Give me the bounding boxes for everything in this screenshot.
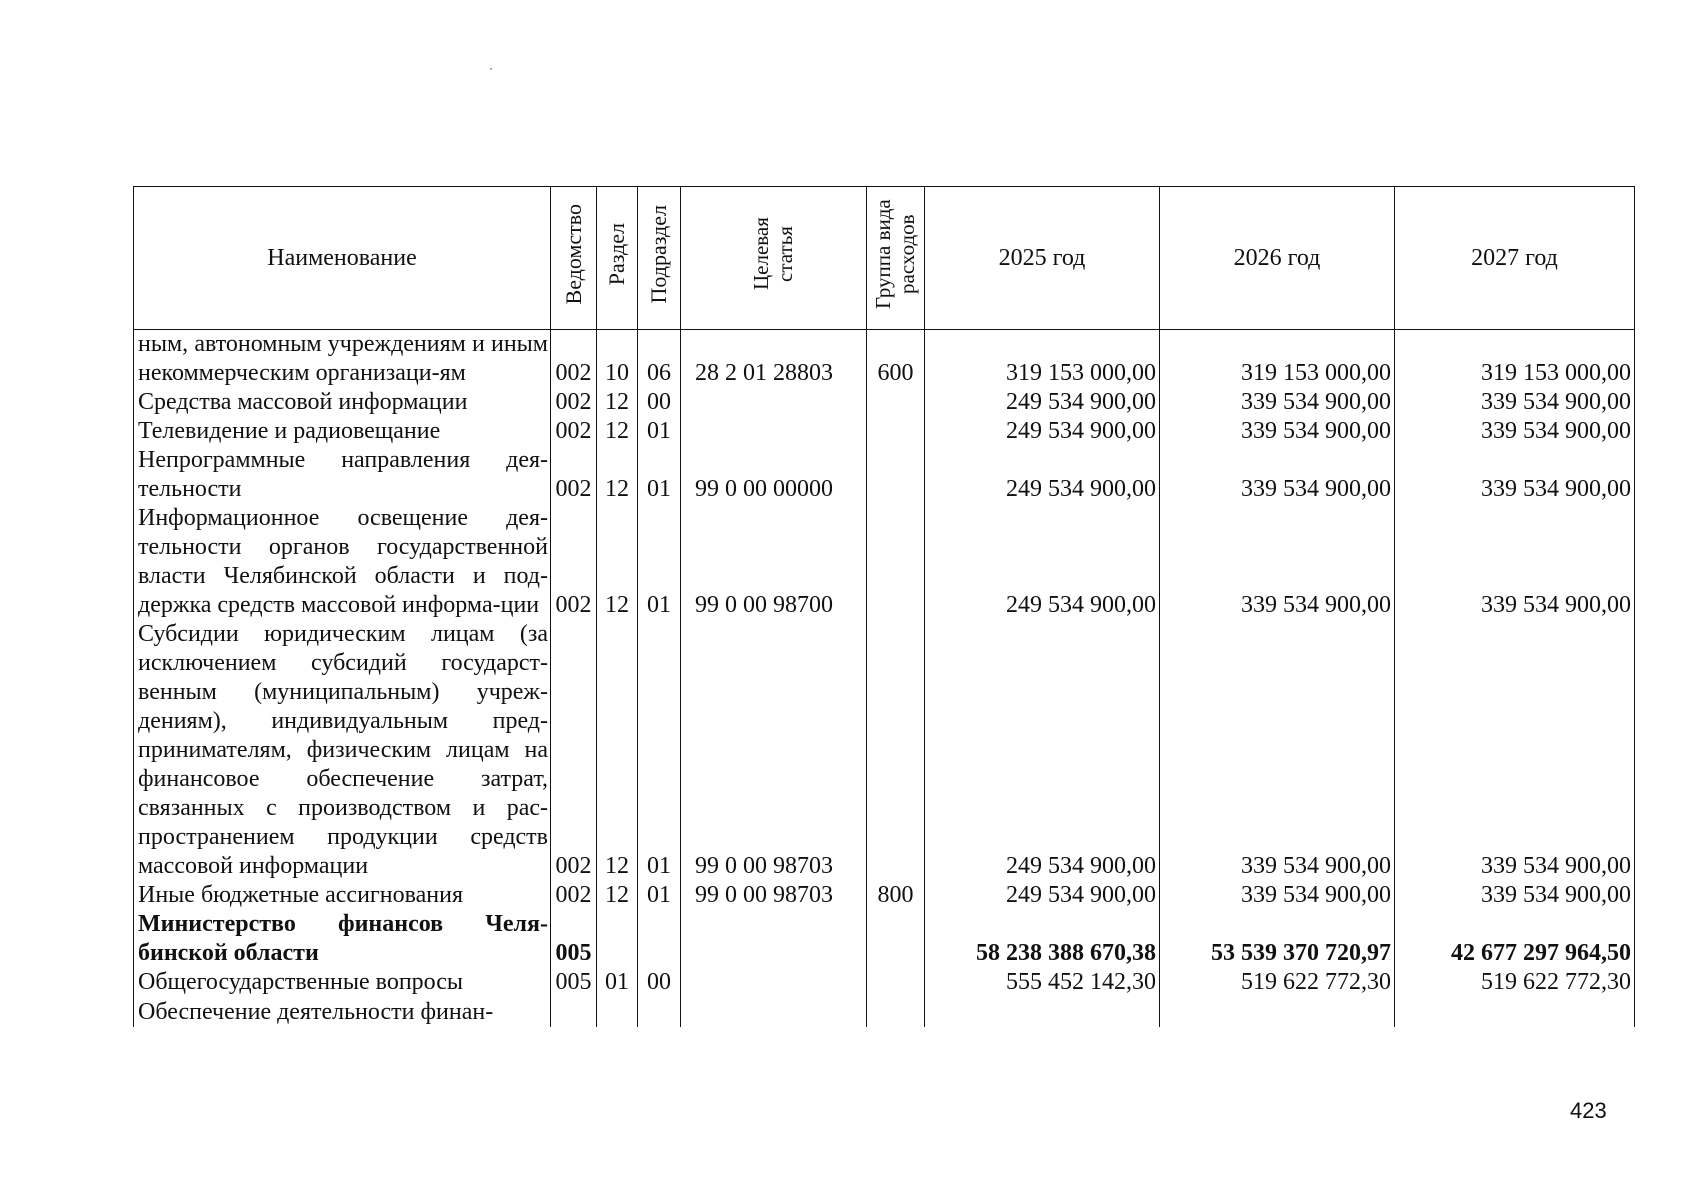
row-subsection: 06 <box>638 330 681 389</box>
page-number: 423 <box>1570 1098 1607 1123</box>
row-section: 10 <box>597 330 638 389</box>
row-subsection: 00 <box>638 968 681 997</box>
row-name: ным, автономным учреждениям и иным некоммерческим организаци-ям <box>134 330 551 389</box>
row-department: 002 <box>551 446 597 504</box>
row-name: Информационное освещение дея-тельности органов государственной власти Челябинской области и под-держка средств массовой информа-ции <box>134 504 551 620</box>
table-body <box>134 330 1635 1028</box>
row-subsection: 01 <box>638 620 681 881</box>
row-name: Непрограммные направления дея-тельности <box>134 446 551 504</box>
row-section: 12 <box>597 504 638 620</box>
row-amount-2025: 249 534 900,00 <box>925 504 1160 620</box>
row-amount-2026: 519 622 772,30 <box>1160 968 1395 997</box>
row-section: 12 <box>597 388 638 417</box>
row-section <box>597 997 638 1027</box>
header-year-2025: 2025 год <box>925 187 1160 330</box>
row-target-item <box>681 417 867 446</box>
row-amount-2026: 339 534 900,00 <box>1160 446 1395 504</box>
row-expense-group <box>867 997 925 1027</box>
row-target-item: 99 0 00 98703 <box>681 881 867 910</box>
table-row <box>134 881 1635 910</box>
row-section: 12 <box>597 417 638 446</box>
header-expense-group <box>867 187 925 330</box>
row-expense-group <box>867 417 925 446</box>
row-amount-2026: 339 534 900,00 <box>1160 504 1395 620</box>
row-name: Министерство финансов Челя-бинской области <box>134 910 551 968</box>
row-amount-2025: 555 452 142,30 <box>925 968 1160 997</box>
row-department: 002 <box>551 330 597 389</box>
row-department: 002 <box>551 388 597 417</box>
row-amount-2027: 42 677 297 964,50 <box>1395 910 1635 968</box>
row-section: 01 <box>597 968 638 997</box>
row-subsection: 00 <box>638 388 681 417</box>
row-name: Общегосударственные вопросы <box>134 968 551 997</box>
row-expense-group <box>867 446 925 504</box>
row-section <box>597 910 638 968</box>
row-expense-group <box>867 620 925 881</box>
row-name: Обеспечение деятельности финан- <box>134 997 551 1027</box>
row-amount-2027: 339 534 900,00 <box>1395 620 1635 881</box>
table-row <box>134 330 1635 389</box>
table-header-row <box>134 187 1635 330</box>
row-target-item <box>681 997 867 1027</box>
row-amount-2027: 339 534 900,00 <box>1395 881 1635 910</box>
row-amount-2025: 249 534 900,00 <box>925 417 1160 446</box>
row-amount-2025: 319 153 000,00 <box>925 330 1160 389</box>
row-department: 002 <box>551 504 597 620</box>
row-expense-group: 800 <box>867 881 925 910</box>
header-subsection <box>638 187 681 330</box>
header-expense-group-text: Группа вида расходов <box>870 199 919 309</box>
scan-speck <box>490 68 492 70</box>
row-amount-2026: 339 534 900,00 <box>1160 388 1395 417</box>
header-year-2027: 2027 год <box>1395 187 1635 330</box>
header-target-item-text: Целевая статья <box>748 217 797 291</box>
row-amount-2027: 339 534 900,00 <box>1395 504 1635 620</box>
row-amount-2026: 53 539 370 720,97 <box>1160 910 1395 968</box>
row-subsection: 01 <box>638 417 681 446</box>
header-section-text: Раздел <box>604 222 629 286</box>
row-name: Телевидение и радиовещание <box>134 417 551 446</box>
row-target-item <box>681 910 867 968</box>
row-amount-2027: 339 534 900,00 <box>1395 388 1635 417</box>
row-department: 002 <box>551 417 597 446</box>
row-amount-2026 <box>1160 997 1395 1027</box>
header-section <box>597 187 638 330</box>
row-section: 12 <box>597 620 638 881</box>
row-department: 005 <box>551 910 597 968</box>
row-expense-group <box>867 388 925 417</box>
table-row <box>134 504 1635 620</box>
table-row <box>134 388 1635 417</box>
row-subsection <box>638 997 681 1027</box>
row-expense-group <box>867 504 925 620</box>
row-target-item <box>681 968 867 997</box>
row-amount-2025: 249 534 900,00 <box>925 620 1160 881</box>
row-expense-group: 600 <box>867 330 925 389</box>
budget-table <box>133 186 1635 1027</box>
header-subsection-text: Подраздел <box>646 204 671 304</box>
header-year-2026: 2026 год <box>1160 187 1395 330</box>
row-target-item: 99 0 00 98700 <box>681 504 867 620</box>
header-target-item <box>681 187 867 330</box>
row-expense-group <box>867 968 925 997</box>
row-amount-2025: 249 534 900,00 <box>925 881 1160 910</box>
row-amount-2027 <box>1395 997 1635 1027</box>
row-department: 005 <box>551 968 597 997</box>
table-row <box>134 417 1635 446</box>
row-name: Субсидии юридическим лицам (за исключением субсидий государст-венным (муниципальным) учреж-дениям), индивидуальным пред-принимателям, физическим лицам на финансовое обеспечение затрат, связанных с производством и рас-пространением продукции средств массовой информации <box>134 620 551 881</box>
row-subsection: 01 <box>638 504 681 620</box>
row-department <box>551 997 597 1027</box>
row-section: 12 <box>597 881 638 910</box>
table-row <box>134 620 1635 881</box>
header-name: Наименование <box>134 187 551 330</box>
row-department: 002 <box>551 620 597 881</box>
row-amount-2025: 249 534 900,00 <box>925 446 1160 504</box>
row-target-item: 99 0 00 98703 <box>681 620 867 881</box>
row-subsection: 01 <box>638 881 681 910</box>
row-subsection: 01 <box>638 446 681 504</box>
row-amount-2025: 249 534 900,00 <box>925 388 1160 417</box>
table-row <box>134 997 1635 1027</box>
row-target-item: 99 0 00 00000 <box>681 446 867 504</box>
row-name: Средства массовой информации <box>134 388 551 417</box>
row-amount-2027: 519 622 772,30 <box>1395 968 1635 997</box>
row-amount-2027: 319 153 000,00 <box>1395 330 1635 389</box>
row-section: 12 <box>597 446 638 504</box>
table-row <box>134 968 1635 997</box>
table-row <box>134 446 1635 504</box>
row-amount-2027: 339 534 900,00 <box>1395 417 1635 446</box>
row-amount-2027: 339 534 900,00 <box>1395 446 1635 504</box>
row-name: Иные бюджетные ассигнования <box>134 881 551 910</box>
header-department-text: Ведомство <box>560 203 586 305</box>
table-row <box>134 910 1635 968</box>
row-amount-2025 <box>925 997 1160 1027</box>
header-department <box>551 187 597 330</box>
row-department: 002 <box>551 881 597 910</box>
row-amount-2025: 58 238 388 670,38 <box>925 910 1160 968</box>
row-expense-group <box>867 910 925 968</box>
row-amount-2026: 339 534 900,00 <box>1160 620 1395 881</box>
row-amount-2026: 339 534 900,00 <box>1160 881 1395 910</box>
row-target-item: 28 2 01 28803 <box>681 330 867 389</box>
row-subsection <box>638 910 681 968</box>
row-amount-2026: 339 534 900,00 <box>1160 417 1395 446</box>
row-target-item <box>681 388 867 417</box>
row-amount-2026: 319 153 000,00 <box>1160 330 1395 389</box>
